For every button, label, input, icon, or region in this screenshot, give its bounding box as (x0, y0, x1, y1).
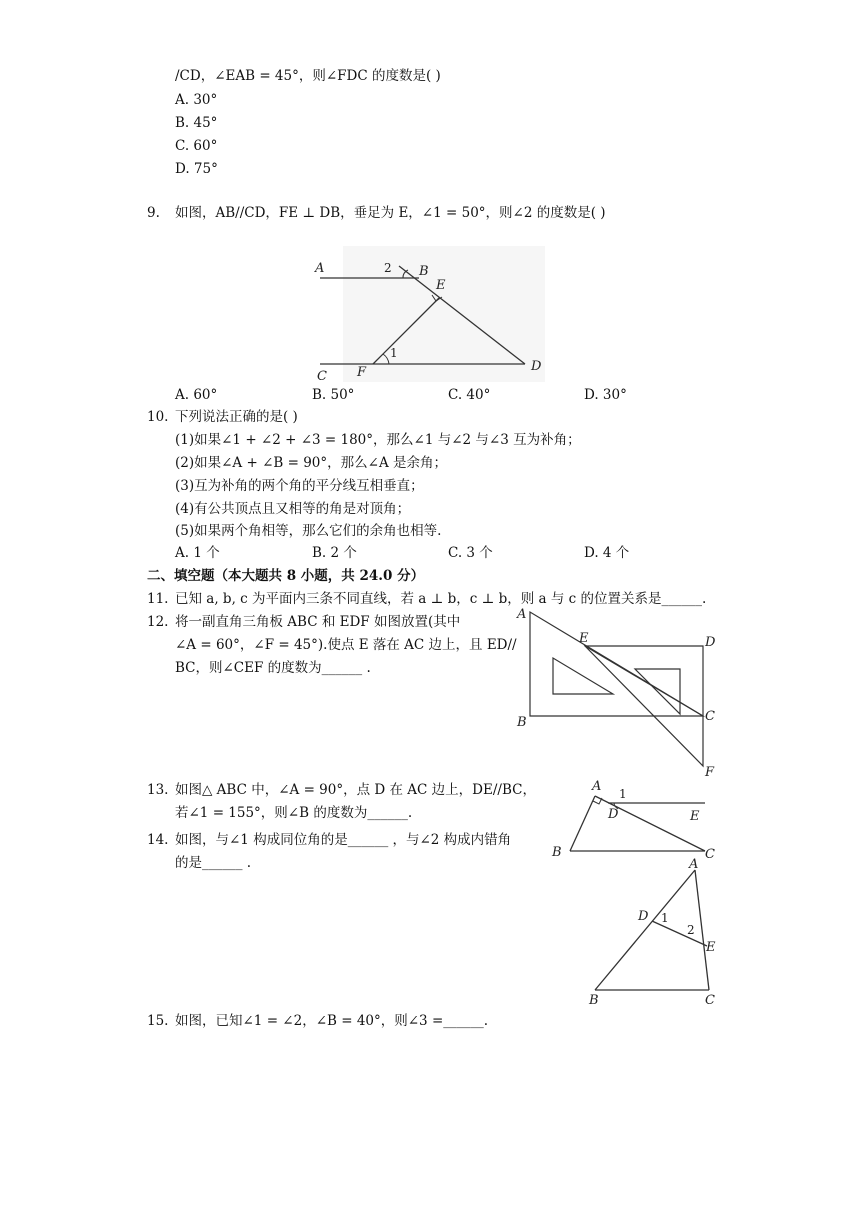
q13-label-d: D (608, 807, 619, 822)
q13-label-b: B (552, 845, 562, 860)
q10-text: 下列说法正确的是( ) (175, 409, 298, 425)
q14-number: 14. (147, 832, 169, 848)
q13-label-e: E (690, 809, 700, 824)
q13-label-c: C (705, 847, 715, 862)
q12-label-e: E (579, 631, 589, 646)
q14-label-d: D (638, 909, 649, 924)
q10-option-c[interactable]: C. 3 个 (448, 545, 493, 561)
q15-number: 15. (147, 1013, 169, 1029)
q12-label-a: A (517, 607, 527, 622)
q9-text: 如图，AB//CD，FE ⊥ DB，垂足为 E，∠1 = 50°，则∠2 的度数是( ) (175, 205, 606, 221)
q12-label-d: D (705, 635, 716, 650)
q12-text-line: ∠A = 60°，∠F = 45°).使点 E 落在 AC 边上，且 ED// (175, 637, 517, 653)
q12-figure (513, 606, 718, 780)
q9-label-e: E (436, 278, 446, 293)
q8-option-a[interactable]: A. 30° (175, 92, 218, 108)
q10-option-d[interactable]: D. 4 个 (584, 545, 630, 561)
q12-text-line: 将一副直角三角板 ABC 和 EDF 如图放置(其中 (175, 614, 461, 630)
q13-text-line: 若∠1 = 155°，则∠B 的度数为______. (175, 805, 413, 821)
q10-item: (5)如果两个角相等，那么它们的余角也相等. (175, 523, 442, 539)
q9-number: 9. (147, 205, 160, 221)
q10-item: (4)有公共顶点且又相等的角是对顶角； (175, 501, 411, 517)
q8-option-c[interactable]: C. 60° (175, 138, 218, 154)
q14-text-line: 的是______ . (175, 855, 252, 871)
section-heading-fill-blank: 二、填空题（本大题共 8 小题，共 24.0 分） (147, 568, 425, 584)
q11-text: 已知 a, b, c 为平面内三条不同直线，若 a ⊥ b，c ⊥ b，则 a 与 c 的位置关系是______. (175, 591, 707, 607)
q9-option-d[interactable]: D. 30° (584, 387, 627, 403)
q13-label-a: A (592, 779, 602, 794)
q13-label-1: 1 (619, 787, 627, 801)
q14-text-line: 如图，与∠1 构成同位角的是______ ，与∠2 构成内错角 (175, 832, 512, 848)
q14-label-c: C (705, 993, 715, 1008)
q9-label-d: D (531, 359, 542, 374)
q9-option-a[interactable]: A. 60° (175, 387, 218, 403)
q15-text: 如图，已知∠1 = ∠2，∠B = 40°，则∠3 =______. (175, 1013, 489, 1029)
q14-label-b: B (589, 993, 599, 1008)
q10-option-b[interactable]: B. 2 个 (312, 545, 357, 561)
q12-number: 12. (147, 614, 169, 630)
q10-item: (1)如果∠1 + ∠2 + ∠3 = 180°，那么∠1 与∠2 与∠3 互为补角； (175, 432, 581, 448)
q13-text-line: 如图△ ABC 中，∠A = 90°，点 D 在 AC 边上，DE//BC， (175, 782, 536, 798)
q13-number: 13. (147, 782, 169, 798)
q9-label-f: F (357, 365, 367, 380)
q9-option-b[interactable]: B. 50° (312, 387, 355, 403)
q14-figure (585, 856, 725, 1006)
q14-label-a: A (689, 857, 699, 872)
q10-item: (2)如果∠A + ∠B = 90°，那么∠A 是余角； (175, 455, 447, 471)
q8-option-d[interactable]: D. 75° (175, 161, 218, 177)
q9-label-a: A (315, 261, 325, 276)
q9-option-c[interactable]: C. 40° (448, 387, 491, 403)
q12-label-b: B (517, 715, 527, 730)
q8-continuation: /CD，∠EAB = 45°，则∠FDC 的度数是( ) (175, 68, 441, 84)
q10-number: 10. (147, 409, 169, 425)
q9-label-b: B (419, 264, 429, 279)
q14-label-e: E (706, 940, 716, 955)
q12-label-f: F (705, 765, 715, 780)
q14-label-1: 1 (661, 911, 669, 925)
q11-number: 11. (147, 591, 169, 607)
q10-item: (3)互为补角的两个角的平分线互相垂直； (175, 478, 424, 494)
q9-figure (315, 244, 545, 384)
q12-label-c: C (705, 709, 715, 724)
q10-option-a[interactable]: A. 1 个 (175, 545, 220, 561)
q13-figure (550, 776, 720, 862)
q9-label-2: 2 (384, 261, 392, 275)
q12-text-line: BC，则∠CEF 的度数为______ . (175, 660, 371, 676)
q8-option-b[interactable]: B. 45° (175, 115, 218, 131)
q9-label-c: C (317, 369, 327, 384)
q14-label-2: 2 (687, 923, 695, 937)
q9-label-1: 1 (390, 346, 398, 360)
